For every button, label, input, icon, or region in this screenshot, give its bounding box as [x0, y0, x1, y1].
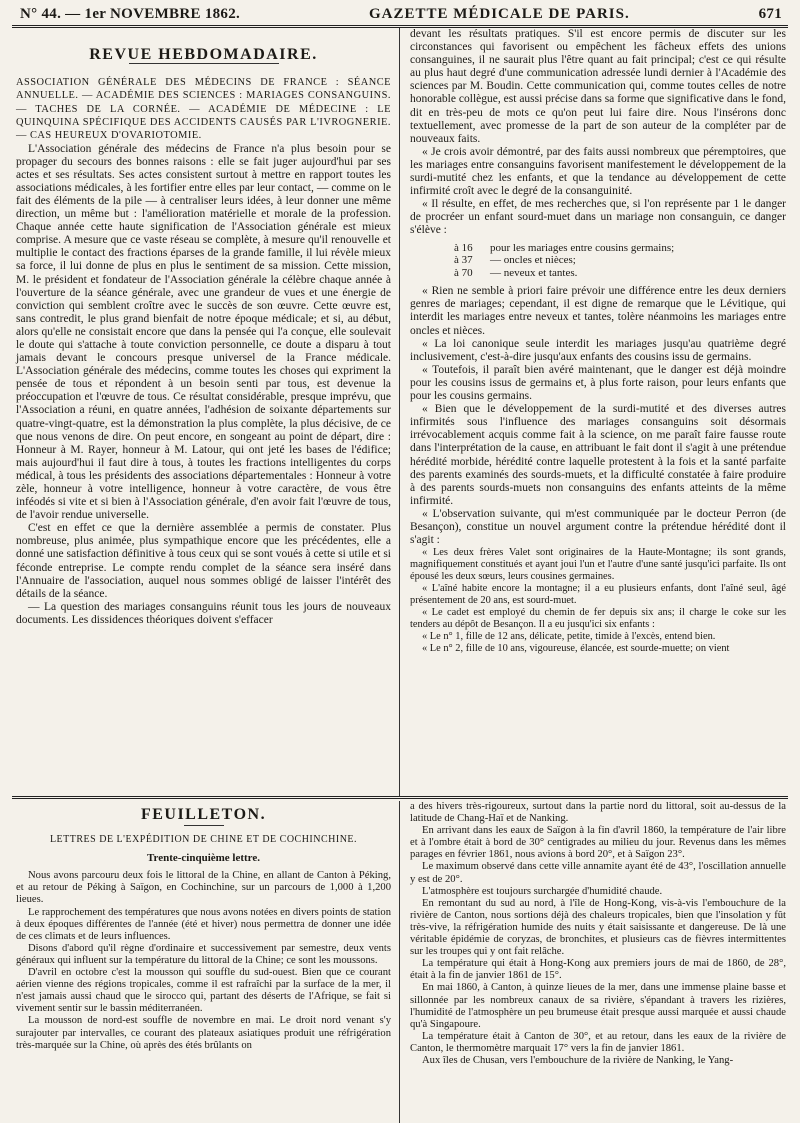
main-article	[8, 28, 792, 796]
paragraph: — La question des mariages consanguins réunit tous les jours de nouveaux documents. Les dissidences théoriques doivent s'effacer	[16, 600, 391, 626]
feuilleton-section	[8, 801, 792, 1123]
paragraph: D'avril en octobre c'est la mousson qui souffle du sud-ouest. Bien que ce courant aérien vienne des régions tropicales, comme il est rafraîchi par la surface de la mer, il n'est jamais aussi chaud que le sirocco qui, partant des déserts de l'Afrique, se fait si vivement sentir sur le bassin méditerranéen.	[16, 967, 391, 1015]
paragraph: « Toutefois, il paraît bien avéré maintenant, que le danger est déjà moindre pour les cousins issus de germains et, à plus forte raison, pour leurs enfants que pour les cousins germains.	[410, 363, 786, 403]
right-column	[400, 28, 792, 796]
issue-date: N° 44. — 1er NOVEMBRE 1862.	[20, 6, 241, 22]
paragraph: En mai 1860, à Canton, à quinze lieues de la mer, dans une immense plaine basse et sillonnée par les nombreux canaux de sa rivière, s'épandant à travers les rizières, l'humidité de l'atmosphère un peu brumeuse était presque aussi marquée et aussi chaude qu'à Singapoure.	[410, 982, 786, 1030]
feuilleton-right-column	[400, 801, 792, 1123]
paragraph: L'Association générale des médecins de France n'a plus besoin pour se propager du secours des bonnes raisons : elle se fait juger aujourd'hui par ses actes et ses résultats. Ses actes consistent surtout à mettre en rapport toutes les associations médicales, à les fortifier entre elles par leur contact, — comme on le fait des éléments de la pile — à centraliser leurs idées, à leur donner une même direction, un même but : l'amélioration matérielle et morale de la profession. Chaque année cette haute signification de l'Association générale est mieux comprise. A mesure que ce vaste réseau se complète, à mesure qu'il renouvelle et multiplie le contact des fractions éparses de la grande famille, il lui révèle mieux sa force, il lui donne de plus en plus le sentiment de sa mission. Cette mission, M. le président et fondateur de l'Association générale la célèbre chaque année à l'ouverture de la séance générale, avec une grandeur de vues et une énergie de conviction qui semblent croître avec le succès de son œuvre. Cette œuvre est, sans contredit, le plus grand bienfait de notre époque médicale; et si, au début, alors qu'elle ne consistait encore que dans la pensée qui l'a conçue, elle soulevait le doute qui s'attache à toute conviction personnelle, ce doute a disparu à tout jamais devant le concours presque universel de la France médicale. L'Association générale des médecins, comme toutes les choses qui expriment la pensée de tous et répondent à un besoin senti par tous, est devenue la préoccupation et l'œuvre de tous. Ce résultat considérable, presque imprévu, que l'Association a réuni, en quatre années, l'adhésion de soixante départements sur quatre-vingt-quatre, est la démonstration la plus complète, la plus décisive, de ce que nous venons de dire. On peut encore, en songeant au point de départ, dire : Honneur à M. Rayer, honneur à M. Latour, qui ont jeté les bases de l'édifice; mais aujourd'hui il faut dire à tous, à toutes les fractions intelligentes du corps médical, à tous les présidents des associations départementales : Honneur à votre zèle, honneur à votre intelligence, honneur à votre caractère, de vous être inféodés si vite et si bien à l'Association générale, d'en avoir fait l'œuvre de tous, de l'avoir rendue universelle.	[16, 142, 391, 522]
paragraph: « Je crois avoir démontré, par des faits aussi nombreux que péremptoires, que les mariages entre consanguins favorisent manifestement le développement de la surdi-mutité chez les enfants, et que la tendance au développement de cette infirmité croît avec le degré de la consanguinité.	[410, 145, 786, 198]
paragraph: « L'observation suivante, qui m'est communiquée par le docteur Perron (de Besançon), constitue un nouvel argument contre la prétendue hérédité dont il s'agit :	[410, 507, 786, 547]
risk-list	[440, 242, 786, 280]
list-item: à 16 pour les mariages entre cousins germains;	[454, 241, 675, 254]
paragraph: Le rapprochement des températures que nous avons notées en divers points de station à deux époques différentes de l'année (été et hiver) nous permettra de donner une idée de ces climats et de leurs influences.	[16, 906, 391, 942]
paragraph: Nous avons parcouru deux fois le littoral de la Chine, en allant de Canton à Péking, et au retour de Péking à Saïgon, en Cochinchine, sur un parcours de 1,000 à 1,200 lieues.	[16, 870, 391, 906]
paragraph: En remontant du sud au nord, à l'île de Hong-Kong, vis-à-vis l'embouchure de la rivière de Canton, nous sortions déjà des chaleurs tropicales, bien que l'insolation y fût très-vive, la réfrigération humide des nuits y était saisissante et dangereuse. De là une véritable épidémie de coryzas, de bronchites, et plusieurs cas de fièvres intermittentes sur les troupes qui y ont fait relâche.	[410, 897, 786, 958]
paragraph: La mousson de nord-est souffle de novembre en mai. Le droit nord venant s'y surajouter par intervalles, ce courant des plateaux asiatiques produit une réfrigération très-marquée sur la Chine, où après des étés brûlants on	[16, 1015, 391, 1051]
feuilleton-title: FEUILLETON.	[140, 806, 267, 823]
paragraph: « Le n° 1, fille de 12 ans, délicate, petite, timide à l'excès, entend bien.	[422, 631, 716, 643]
paragraph: « Bien que le développement de la surdi-mutité et des diverses autres infirmités sous l'influence des mariages consanguins soit désormais irrévocablement acquis comme fait à la science, on me paraît faire fausse route dans l'interprétation de la cause, en attribuant le fait dont il s'agit à une prétendue hérédité morbide, hérédité contre laquelle protestent à la fois et la santé parfaite des parents examinés des sourds-muets, et la difficulté constatée à faire produire à des parents sourds-muets non consanguins des enfants atteints de la même infirmité.	[410, 403, 786, 507]
paragraph: « Rien ne semble à priori faire prévoir une différence entre les deux derniers genres de mariages; cependant, il est digne de remarque que le Lévitique, qui interdit les mariages entre neveux et tantes, tolère néanmoins les mariages entre oncles et nièces.	[410, 285, 786, 337]
left-column	[8, 28, 400, 796]
list-item: à 70 — neveux et tantes.	[454, 266, 578, 279]
paragraph: devant les résultats pratiques. S'il est encore permis de discuter sur les circonstances qui favorisent ou empêchent les fâcheux effets des unions consanguines, il ne saurait plus l'être quant au fait principal; c'est ce qui résulte au plus haut degré d'une communication adressée lundi dernier à l'Académie des sciences par M. Boudin. Cette communication qui, comme toutes celles de notre honorable collègue, est aussi précise dans sa forme que significative dans le fond, dit en très-peu de mots ce qu'on peut lui faire dire. Nous l'insérons donc textuellement, avec promesse de la part de son auteur de la compléter par de nouveaux faits.	[410, 28, 786, 145]
feuilleton-subtitle: LETTRES DE L'EXPÉDITION DE CHINE ET DE COCHINCHINE.	[49, 834, 358, 846]
section-title: REVUE HEBDOMADAIRE.	[89, 46, 318, 63]
section-summary: ASSOCIATION GÉNÉRALE DES MÉDECINS DE FRANCE : SÉANCE ANNUELLE. — ACADÉMIE DES SCIENCES : MARIAGES CONSANGUINS. — TACHES DE LA CORNÉE. — ACADÉMIE DE MÉDECINE : LE QUINQUINA SPÉCIFIQUE DES ACCIDENTS CAUSÉS PAR L'IVROGNERIE. — CAS HEUREUX D'OVARIOTOMIE.	[16, 77, 391, 142]
paragraph: C'est en effet ce que la dernière assemblée a permis de constater. Plus nombreuse, plus animée, plus sympathique encore que les précédentes, elle a donné une satisfaction définitive à tous ceux qui se sont voués à cette si utile et si féconde entreprise. Le compte rendu complet de la séance sera inséré dans l'Annuaire de l'association, auquel nous sommes obligé de laisser l'intérêt des détails de la séance.	[16, 522, 391, 600]
paragraph: a des hivers très-rigoureux, surtout dans la partie nord du littoral, soit au-dessus de la latitude de Chang-Haï et de Nanking.	[410, 801, 786, 825]
paragraph: L'atmosphère est toujours surchargée d'humidité chaude.	[422, 885, 663, 897]
paragraph: En arrivant dans les eaux de Saïgon à la fin d'avril 1860, la température de l'air libre et à l'ombre était à bord de 30° centigrades au milieu du jour. Revenus dans les mêmes parages en février 1861, nous avions à bord 20°, et à Saïgon 23°.	[410, 825, 786, 861]
paragraph: « L'aîné habite encore la montagne; il a eu plusieurs enfants, dont l'aîné seul, âgé présentement de 20 ans, est sourd-muet.	[410, 583, 786, 607]
paragraph: « Les deux frères Valet sont originaires de la Haute-Montagne; ils sont grands, magnifiquement constitués et ayant joui l'un et l'autre d'une santé jusqu'ici parfaite. Ils ont épousé les deux sœurs, leurs cousines germaines.	[410, 547, 786, 583]
feuilleton-left-column	[8, 801, 400, 1123]
feuilleton-rule	[12, 796, 788, 799]
paragraph: « Il résulte, en effet, de mes recherches que, si l'on représente par 1 le danger de procréer un enfant sourd-muet dans un mariage non consanguin, ce danger s'élève :	[410, 198, 786, 237]
paragraph: « Le n° 2, fille de 10 ans, vigoureuse, élancée, est sourde-muette; on vient	[422, 643, 730, 655]
page-number: 671	[758, 6, 782, 22]
feuilleton-title-rule	[184, 825, 224, 826]
journal-title: GAZETTE MÉDICALE DE PARIS.	[368, 6, 630, 22]
letter-number: Trente-cinquième lettre.	[146, 852, 261, 865]
paragraph: Le maximum observé dans cette ville annamite ayant été de 43°, l'oscillation annuelle y est de 20°.	[410, 861, 786, 885]
paragraph: La température était à Canton de 30°, et au retour, dans les eaux de la rivière de Canton, le thermomètre marquait 17° vers la fin de janvier 1861.	[410, 1030, 786, 1054]
list-item: à 37 — oncles et nièces;	[454, 254, 576, 267]
paragraph: Disons d'abord qu'il règne d'ordinaire et successivement par semestre, deux vents généraux qui influent sur la température du littoral de la Chine; ce sont les moussons.	[16, 942, 391, 966]
paragraph: La température qui était à Hong-Kong aux premiers jours de mai de 1860, de 28°, était à la fin de janvier 1861 de 15°.	[410, 958, 786, 982]
page-header	[8, 6, 792, 25]
paragraph: Aux îles de Chusan, vers l'embouchure de la rivière de Nanking, le Yang-	[422, 1054, 734, 1066]
paragraph: « La loi canonique seule interdit les mariages jusqu'au quatrième degré inclusivement, c'est-à-dire jusqu'aux enfants des cousins issu de germains.	[410, 337, 786, 363]
paragraph: « Le cadet est employé du chemin de fer depuis six ans; il charge le coke sur les tenders au dépôt de Besançon. Il a eu jusqu'ici six enfants :	[410, 607, 786, 631]
section-title-rule	[129, 63, 279, 64]
